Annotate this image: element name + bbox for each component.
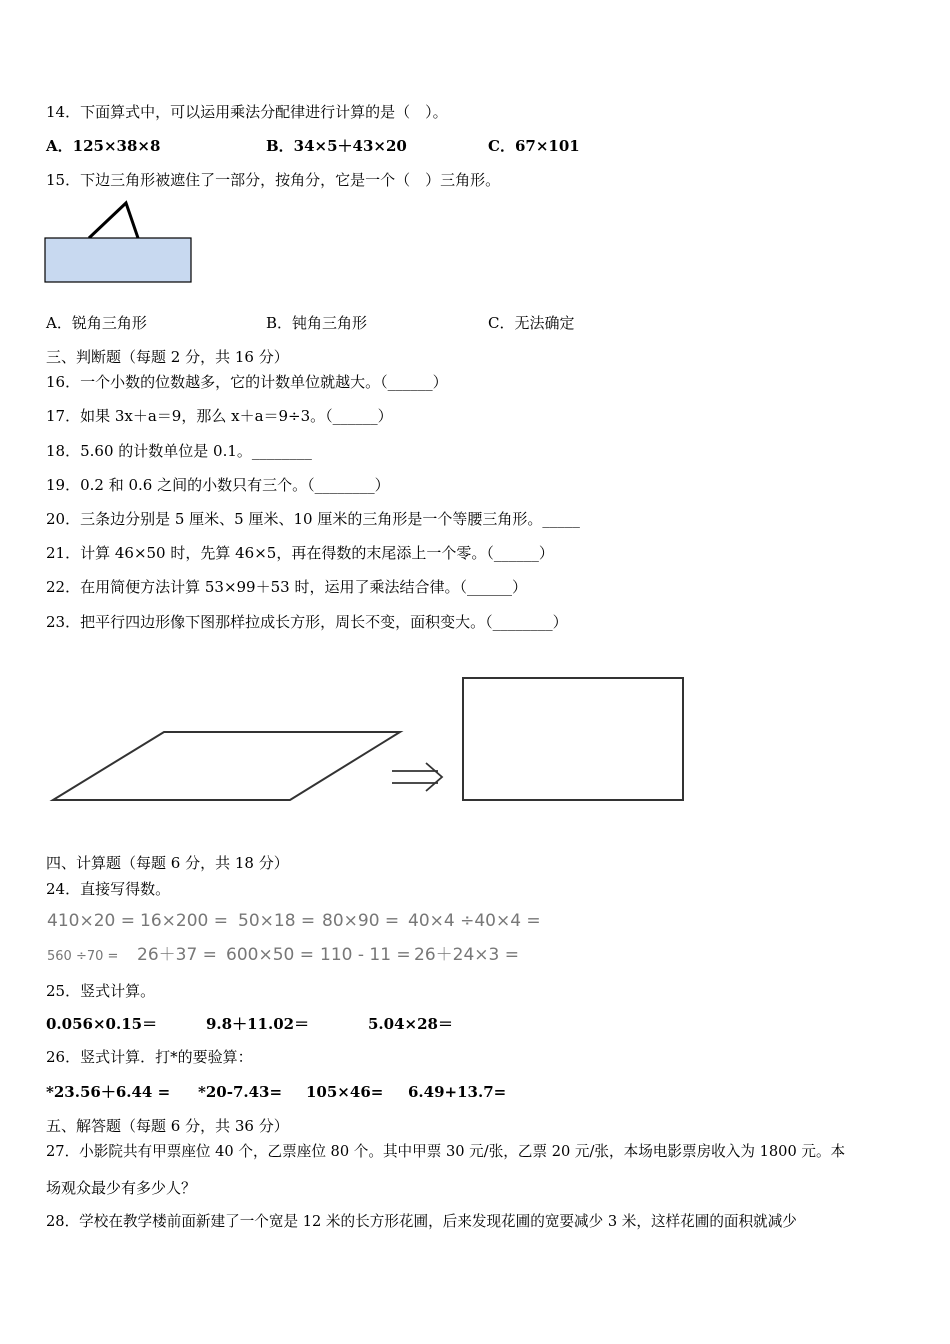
judgment-23: 23．把平行四边形像下图那样拉成长方形，周长不变，面积变大。（________） <box>46 613 568 631</box>
judgment-22: 22．在用简便方法计算 53×99＋53 时，运用了乘法结合律。（______） <box>46 578 527 596</box>
q15-option-a: A．锐角三角形 <box>46 314 147 332</box>
q26-item: 105×46= <box>306 1083 384 1101</box>
q14-option-b: B．34×5＋43×20 <box>266 137 407 155</box>
q14-text: 14．下面算式中，可以运用乘法分配律进行计算的是（ ）。 <box>46 103 448 121</box>
q24-item: 26＋37 = <box>137 945 217 965</box>
covered-triangle-figure <box>44 200 194 284</box>
cover-rectangle <box>45 238 191 282</box>
judgment-20: 20．三条边分别是 5 厘米、5 厘米、10 厘米的三角形是一个等腰三角形。_____ <box>46 510 580 528</box>
judgment-17: 17．如果 3x＋a＝9，那么 x＋a＝9÷3。（______） <box>46 407 393 425</box>
rectangle-shape <box>463 678 683 800</box>
q24-item: 26＋24×3 = <box>414 945 519 965</box>
q24-item: 410×20 = <box>47 911 135 931</box>
q26-item: *23.56＋6.44 = <box>46 1083 171 1101</box>
q27-line-1: 27．小影院共有甲票座位 40 个，乙票座位 80 个。其中甲票 30 元/张，乙票 20 元/张，本场电影票房收入为 1800 元。本 <box>46 1143 846 1160</box>
q14-option-c: C．67×101 <box>488 137 580 155</box>
parallelogram-to-rectangle-figure <box>40 670 700 810</box>
q27-line-2: 场观众最少有多少人？ <box>46 1179 197 1197</box>
q24-item: 80×90 = <box>322 911 400 931</box>
q26-text: 26．竖式计算．打*的要验算： <box>46 1048 253 1066</box>
section-3-heading: 三、判断题（每题 2 分，共 16 分） <box>46 348 289 366</box>
judgment-19: 19．0.2 和 0.6 之间的小数只有三个。（________） <box>46 476 390 494</box>
parallelogram-shape <box>53 732 400 800</box>
judgment-21: 21．计算 46×50 时，先算 46×5，再在得数的末尾添上一个零。（______） <box>46 544 554 562</box>
q24-item: 40×4 ÷40×4 = <box>408 911 541 931</box>
triangle-peak <box>89 203 138 238</box>
q25-item: 5.04×28＝ <box>368 1015 453 1033</box>
q15-option-c: C．无法确定 <box>488 314 575 332</box>
q24-item: 600×50 = <box>226 945 314 965</box>
q14-option-a: A．125×38×8 <box>46 137 161 155</box>
section-4-heading: 四、计算题（每题 6 分，共 18 分） <box>46 854 289 872</box>
q25-text: 25．竖式计算。 <box>46 982 156 1000</box>
q15-text: 15．下边三角形被遮住了一部分，按角分，它是一个（ ）三角形。 <box>46 171 501 189</box>
q24-item: 560 ÷70 = <box>47 949 119 964</box>
q24-text: 24．直接写得数。 <box>46 880 171 898</box>
double-arrow-icon <box>392 763 442 791</box>
section-5-heading: 五、解答题（每题 6 分，共 36 分） <box>46 1117 289 1135</box>
q24-item: 110 - 11 = <box>320 945 411 965</box>
q24-item: 50×18 = <box>238 911 316 931</box>
q25-item: 0.056×0.15＝ <box>46 1015 158 1033</box>
q24-item: 16×200 = <box>140 911 228 931</box>
q26-item: *20-7.43= <box>198 1083 283 1101</box>
q26-item: 6.49+13.7= <box>408 1083 507 1101</box>
judgment-16: 16．一个小数的位数越多，它的计数单位就越大。（______） <box>46 373 448 391</box>
judgment-18: 18．5.60 的计数单位是 0.1。________ <box>46 442 312 460</box>
q15-option-b: B．钝角三角形 <box>266 314 368 332</box>
q25-item: 9.8＋11.02＝ <box>206 1015 310 1033</box>
q28-line-1: 28．学校在教学楼前面新建了一个宽是 12 米的长方形花圃，后来发现花圃的宽要减少 3 米，这样花圃的面积就减少 <box>46 1213 797 1230</box>
